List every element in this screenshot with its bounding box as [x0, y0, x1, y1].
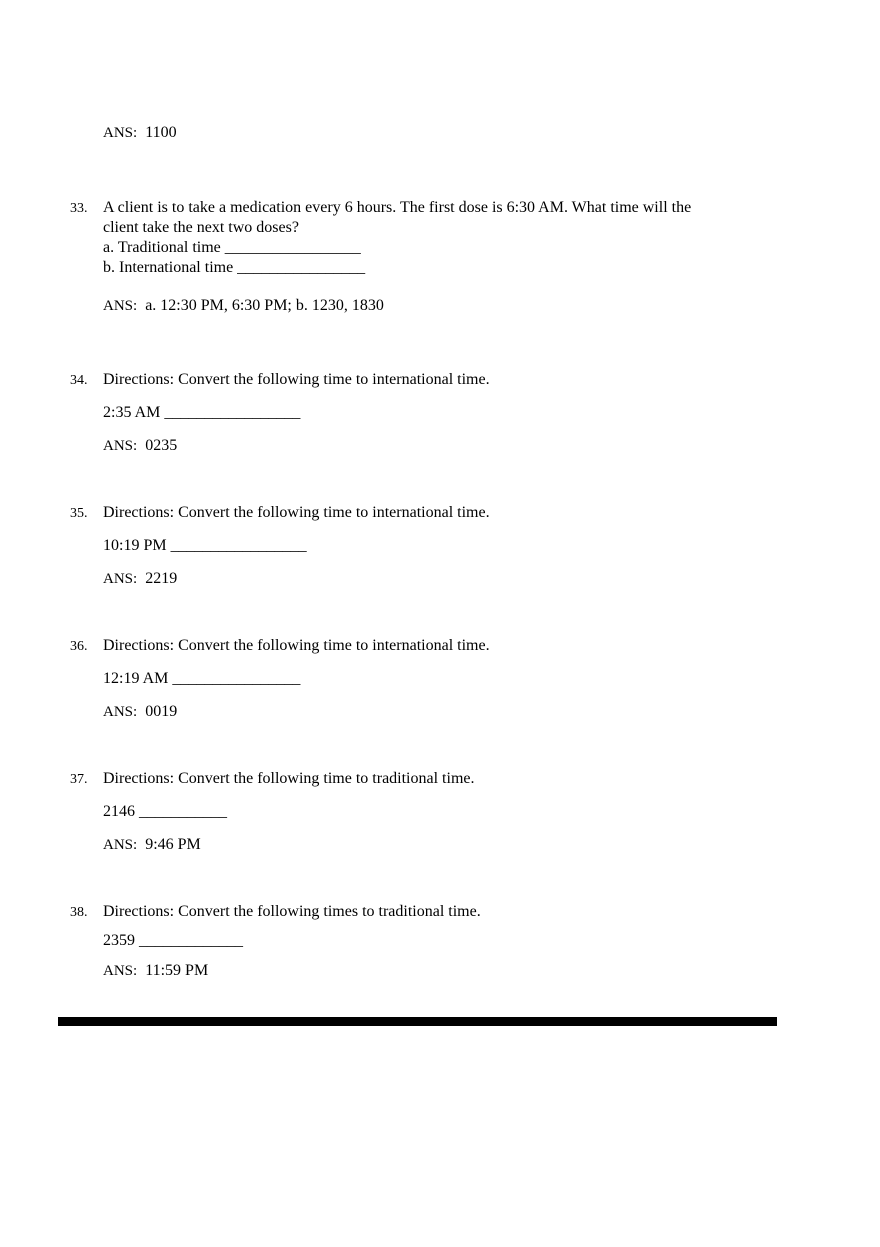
answer-35 — [103, 569, 177, 589]
answer-label: ANS: — [103, 704, 138, 720]
question-36-prompt: 12:19 AM ________________ — [103, 670, 301, 687]
answer-37 — [103, 835, 201, 855]
question-33-line-2: client take the next two doses? — [103, 219, 299, 236]
question-34-prompt: 2:35 AM _________________ — [103, 404, 301, 421]
question-34-number: 34. — [70, 373, 88, 388]
answer-34 — [103, 436, 177, 456]
answer-33 — [103, 296, 384, 316]
answer-label: ANS: — [103, 298, 138, 314]
answer-38 — [103, 961, 208, 981]
question-37-prompt: 2146 ___________ — [103, 803, 227, 820]
question-34-text: Directions: Convert the following time to international time. — [103, 371, 490, 388]
answer-top — [103, 123, 177, 143]
question-36-text: Directions: Convert the following time to international time. — [103, 637, 490, 654]
answer-label: ANS: — [103, 438, 138, 454]
answer-value: 9:46 PM — [145, 836, 201, 853]
question-33-option-b: b. International time ________________ — [103, 259, 366, 276]
answer-value: 0235 — [145, 437, 178, 454]
question-38-prompt: 2359 _____________ — [103, 932, 243, 949]
answer-value: 2219 — [145, 570, 178, 587]
end-of-section-divider — [58, 1017, 777, 1026]
question-36-number: 36. — [70, 639, 88, 654]
answer-label: ANS: — [103, 125, 138, 141]
question-38-text: Directions: Convert the following times to traditional time. — [103, 903, 481, 920]
question-35-text: Directions: Convert the following time to international time. — [103, 504, 490, 521]
answer-label: ANS: — [103, 837, 138, 853]
question-33-number: 33. — [70, 201, 88, 216]
question-37-number: 37. — [70, 772, 88, 787]
answer-label: ANS: — [103, 963, 138, 979]
answer-36 — [103, 702, 177, 722]
question-35-prompt: 10:19 PM _________________ — [103, 537, 307, 554]
question-33-line-1: A client is to take a medication every 6 hours. The first dose is 6:30 AM. What time will the — [103, 199, 692, 216]
answer-value: a. 12:30 PM, 6:30 PM; b. 1230, 1830 — [145, 297, 384, 314]
answer-label: ANS: — [103, 571, 138, 587]
question-37-text: Directions: Convert the following time to traditional time. — [103, 770, 475, 787]
question-38-number: 38. — [70, 905, 88, 920]
answer-value: 11:59 PM — [145, 962, 209, 979]
question-35-number: 35. — [70, 506, 88, 521]
answer-value: 1100 — [145, 124, 177, 141]
question-33-option-a: a. Traditional time _________________ — [103, 239, 361, 256]
answer-value: 0019 — [145, 703, 178, 720]
